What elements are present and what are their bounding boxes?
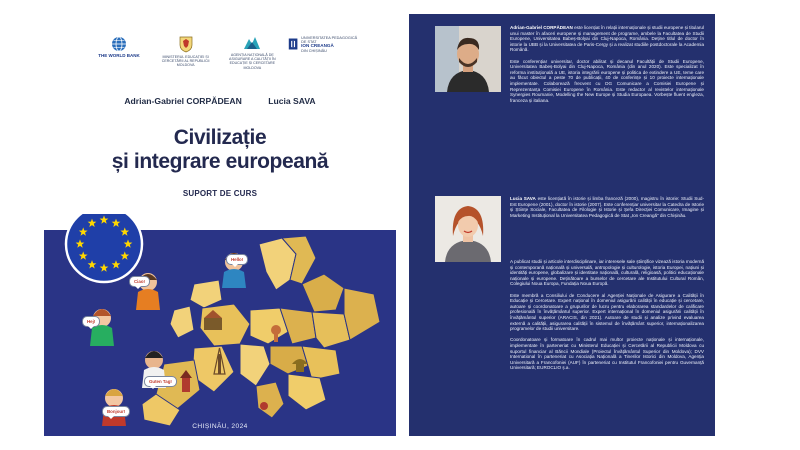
book-title (44, 126, 396, 174)
authors (44, 96, 396, 106)
ministry-label: MINISTERUL EDUCAȚIEI ȘI CERCETĂRII AL REPUBLICII MOLDOVA (161, 55, 210, 68)
university-logo (288, 36, 358, 53)
title-line-2: și integrare europeană (111, 150, 329, 173)
author-2-name: Lucia SAVA (510, 196, 536, 201)
world-bank-logo (88, 36, 150, 58)
partner-logos (88, 36, 358, 80)
europe-illustration (44, 214, 396, 436)
ministry-logo (155, 36, 217, 68)
speech-bubble-ciao: Ciao! (129, 276, 150, 287)
city-year: CHIȘINĂU, 2024 (192, 423, 248, 430)
author-portrait (435, 26, 501, 92)
author-2-bio-p1 (510, 196, 704, 218)
author-2-bio-p3: Este membră a Consiliului de Conducere al Agenției Naționale de Asigurare a Calității în Educație și Cercetare. Expert național în domeniul asigurării calității în educație și cercetare, autoare și coordonatoare a grupurilor de lucru pentru elaborarea standardelor de calificare profesională în învățământul superior. Expert internațional în domeniul asigurării calității în învățământul superior (ARACIS, din 2021). Autoare de studii și analize privind evaluarea externă a calității, asigurarea calității în sistemul de învățământ superior, internaționalizarea programelor de studii universitare. (510, 292, 704, 332)
author-1-photo (435, 26, 501, 92)
author-1: Adrian-Gabriel CORPĂDEAN (124, 96, 242, 106)
author-1-bio-p1 (510, 25, 704, 53)
coat-of-arms-icon (179, 36, 193, 53)
speech-bubble-guten-tag: Guten Tag! (144, 376, 177, 387)
speech-bubble-hej: Hej! (82, 316, 100, 327)
author-portrait (435, 196, 501, 262)
back-cover (409, 14, 715, 436)
quality-agency-icon (243, 36, 261, 51)
author-1-bio (510, 25, 704, 109)
university-line2: ION CREANGĂ (301, 43, 334, 49)
author-1-bio-text1: este licențiat în relații internaționale și studii europene și titularul unui master în afaceri europene și management de programe, ambele la Facultatea de Studii Europene, Universitatea Babeș-Bolyai din Cluj-Napoca, România. Deține titlul de doctor în istorie la UBB și la Universitatea de Paris-Cergy și a realizat studiile postdoctorale la Academia Română. (510, 25, 704, 53)
speech-bubble-hello: Hello! (226, 254, 248, 265)
author-2-bio (510, 196, 704, 224)
world-bank-label: THE WORLD BANK (98, 53, 140, 58)
university-label (301, 36, 358, 53)
university-line1: UNIVERSITATEA PEDAGOGICĂ DE STAT (301, 36, 358, 45)
globe-icon (111, 36, 127, 52)
eu-flag-badge (66, 214, 142, 282)
agency-label: AGENȚIA NAȚIONALĂ DE ASIGURARE A CALITĂȚII ÎN EDUCAȚIE ȘI CERCETARE MOLDOVA (229, 53, 276, 70)
university-emblem-icon (288, 36, 298, 52)
author-2-bio-p2: A publicat studii și articole interdisciplinare, iar interesele sale științifice vizează istoria modernă și contemporană națională și universală, antropologie și culturologie, istoria Europei, națiuni și identități europene, globalizare și identitate națională, culturală, religioasă, politici educaționale naționale și europene. Deținătoare a burselor de cercetare ale Institutului Cultural Român, Colegiului Noua Europa, Fundația Noua Europă. (510, 259, 704, 287)
author-1-bio-p2: Este conferențiar universitar, doctor abilitat și decanul Facultății de Studii Europene, Universitatea Babeș-Bolyai din Cluj-Napoca, România (din anul 2020). Este specializat în reforma instituțională a UE, istoria integrării europene și politica de extindere a UE, teme care au făcut obiectul a peste 70 de publicații, 40 de conferințe și 10 proiecte internaționale implementate. Colaborează frecvent cu DG Comunicare a Comisiei Europene și Reprezentanța Comisiei Europene în România. Este redactor al revistelor internaționale Synergies Roumanie, Modelling the New Europe și Studia Europaea. Vorbește fluent engleza, franceza și italiana. (510, 58, 704, 103)
university-line3: DIN CHIȘINĂU (301, 48, 327, 53)
title-line-1: Civilizație (173, 126, 267, 149)
author-2-bio-text1: este licențiată în istorie și limba franceză (2000), magistru în istorie: Studii Sud-Est Europene (2001), doctor în istorie (2007). Este conferențiar universitar la Catedra de Istorie și Științe Sociale, Facultatea de Filologie și Istorie și Șefa Direcției Comunicare, Imagine și Marketing Instituțional la Universitatea Pedagogică de Stat „Ion Creangă” din Chișinău. (510, 196, 704, 218)
author-2-bio-more (510, 259, 704, 376)
author-2-bio-p4: Coordonatoare și formatoare în cadrul mai multor proiecte naționale și internaționale, implementate în parteneriat cu Ministerul Educației și Cercetării al Republicii Moldova cu suportul financiar al Băncii Mondiale (Proiectul Învățământul Superior din Moldova); DVV International în parteneriat cu Asociația Națională a Tinerilor Istorici din Moldova, Agenția Universitară a Francofoniei (AUF) în parteneriat cu Institutul Francofoniei pentru Guvernanță Universitară; EUROCLIO ș.a. (510, 337, 704, 371)
speech-bubble-bonjour: Bonjour! (102, 406, 130, 417)
author-1-name: Adrian-Gabriel CORPĂDEAN (510, 25, 573, 30)
author-2: Lucia SAVA (268, 96, 316, 106)
agency-logo (221, 36, 283, 70)
author-2-photo (435, 196, 501, 262)
book-subtitle: SUPORT DE CURS (182, 189, 258, 198)
front-cover (44, 14, 396, 436)
